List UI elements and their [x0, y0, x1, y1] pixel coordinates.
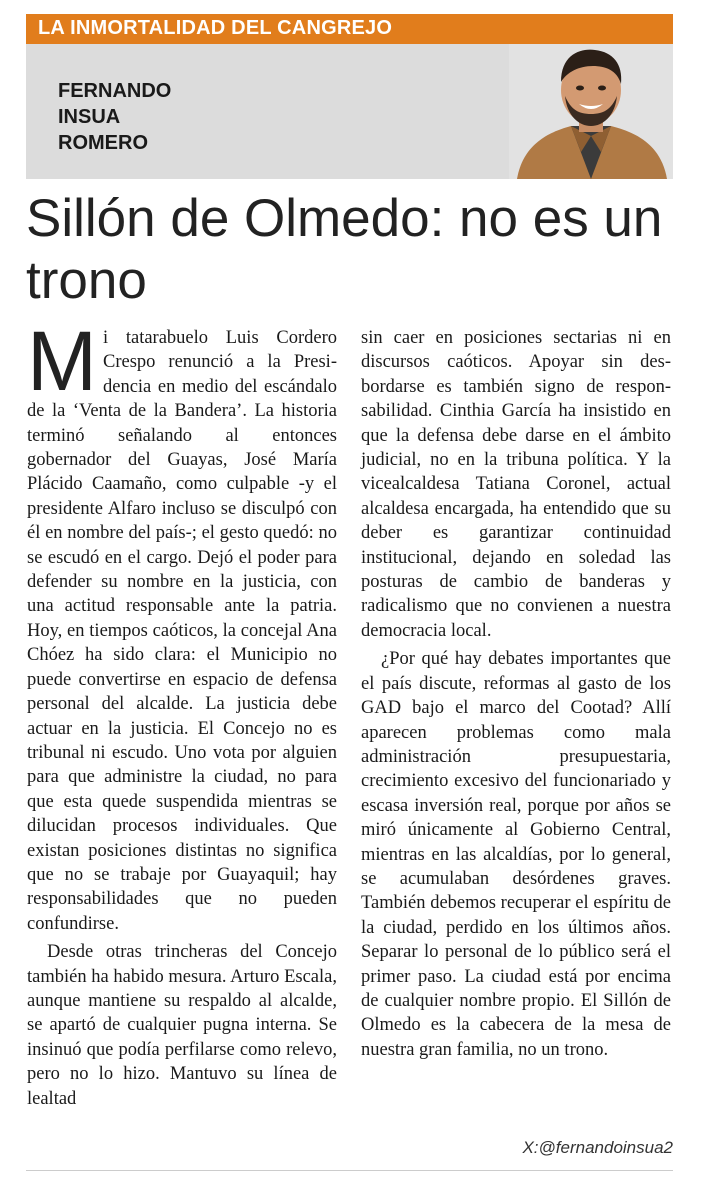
article-column-left: [27, 314, 337, 1111]
article-column-right: [361, 326, 671, 1062]
paragraph-text: i tatarabuelo Luis Cordero Crespo renunció a la Presidencia en medio del escándalo de la ‘Venta de la Bandera’. La historia terminó señalando al entonces gobernador del Guayas, José María Plácido Caamaño, como culpable -y el presidente Alfaro incluso se disculpó con él en nombre del país-; el gesto quedó: no se escudó en el cargo. Dejó el poder para defender su nombre en la justicia, con una actitud responsable ante la patria. Hoy, en tiempos caóticos, la concejal Ana Chóez ha sido clara: el Municipio no puede convertirse en espacio de defensa personal del alcalde. La justicia debe actuar en la justicia. El Concejo no es tribunal ni escudo. Uno vota por alguien para que administre la ciudad, no para que esta quede suspendida mientras se dilucidan procesos individuales. Que existan posiciones distintas no significa que no se trabaje por Guayaquil; hay responsabilidades que no pueden confundirse.: [27, 328, 337, 934]
author-name-line1: FERNANDO: [58, 80, 172, 102]
author-photo: [509, 44, 673, 179]
paragraph: Desde otras trincheras del Concejo también ha habido mesura. Arturo Escala, aunque mantiene su respaldo al alcalde, se apartó de cualquier pugna interna. Se insinuó que podía perfilarse como relevo, pero no lo hizo. Mantuvo su línea de lealtad: [27, 942, 337, 1109]
author-name: [58, 78, 171, 156]
twitter-handle: X:@fernandoinsua2: [522, 1138, 673, 1157]
author-name-line3: ROMERO: [58, 132, 148, 154]
headline: Sillón de Olmedo: no es un trono: [26, 189, 663, 310]
section-title: LA INMORTALIDAD DEL CANGREJO: [38, 17, 393, 39]
author-name-line2: INSUA: [58, 106, 121, 128]
drop-cap: M: [27, 314, 97, 408]
bottom-divider: [26, 1170, 673, 1171]
paragraph: ¿Por qué hay debates importantes que el país discute, reformas al gasto de los GAD bajo el marco del Cootad? Allí aparecen problemas como mala administración presupuestaria, crecimiento excesivo del funcionariado y escasa inversión real, porque por años se miró únicamente al Gobierno Central, mientras en las alcaldías, por lo general, se acumulaban desórdenes graves. También debemos recuperar el espíritu de la ciudad, perdido en los últimos años. Separar lo personal de lo público será el primer paso. La ciudad está por encima de cualquier nombre propio. El Sillón de Olmedo es la cabecera de la mesa de nuestra gran familia, no un trono.: [361, 649, 671, 1060]
paragraph: [27, 314, 337, 936]
author-box: [26, 44, 673, 179]
paragraph: sin caer en posiciones sectarias ni en discursos caóticos. Apoyar sin desbordarse es también signo de responsabilidad. Cinthia García ha insistido en que la defensa debe darse en el ámbito judicial, no en la tribuna política. Y la vicealcaldesa Tatiana Coronel, actual alcaldesa encargada, ha entendido que su deber es garantizar continuidad institucional, dejando en soledad las posturas de cambio de banderas y radicalismo que no convienen a nuestra democracia local.: [361, 328, 671, 641]
section-banner: [26, 14, 673, 44]
